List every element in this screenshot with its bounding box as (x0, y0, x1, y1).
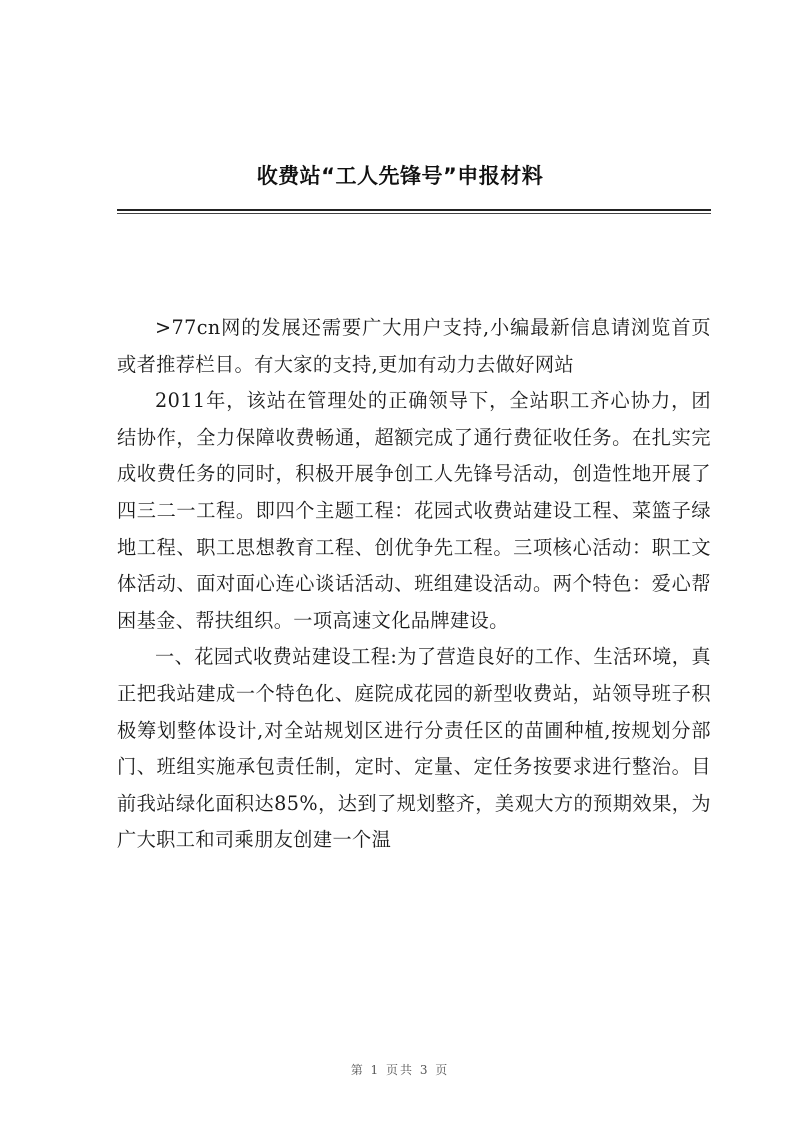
title-underline-thin (117, 213, 711, 214)
title-underline (117, 209, 711, 211)
document-body (117, 310, 711, 859)
page-footer: 第 1 页共 3 页 (350, 1063, 450, 1077)
paragraph-garden-project: 一、花园式收费站建设工程:为了营造良好的工作、生活环境，真正把我站建成一个特色化、庭院成花园的新型收费站，站领导班子积极筹划整体设计,对全站规划区进行分责任区的苗圃种植,按规划分部门、班组实施承包责任制，定时、定量、定任务按要求进行整治。目前我站绿化面积达85%，达到了规划整齐，美观大方的预期效果，为广大职工和司乘朋友创建一个温 (117, 645, 711, 852)
document-title: 收费站“工人先锋号”申报材料 (256, 164, 544, 188)
paragraph-intro: >77cn网的发展还需要广大用户支持,小编最新信息请浏览首页或者推荐栏目。有大家的支持,更加有动力去做好网站 (117, 316, 711, 376)
paragraph-summary: 2011年，该站在管理处的正确领导下，全站职工齐心协力，团结协作，全力保障收费畅通，超额完成了通行费征收任务。在扎实完成收费任务的同时，积极开展争创工人先锋号活动，创造性地开展了四三二一工程。即四个主题工程：花园式收费站建设工程、菜篮子绿地工程、职工思想教育工程、创优争先工程。三项核心活动：职工文体活动、面对面心连心谈话活动、班组建设活动。两个特色：爱心帮困基金、帮扶组织。一项高速文化品牌建设。 (117, 389, 711, 632)
